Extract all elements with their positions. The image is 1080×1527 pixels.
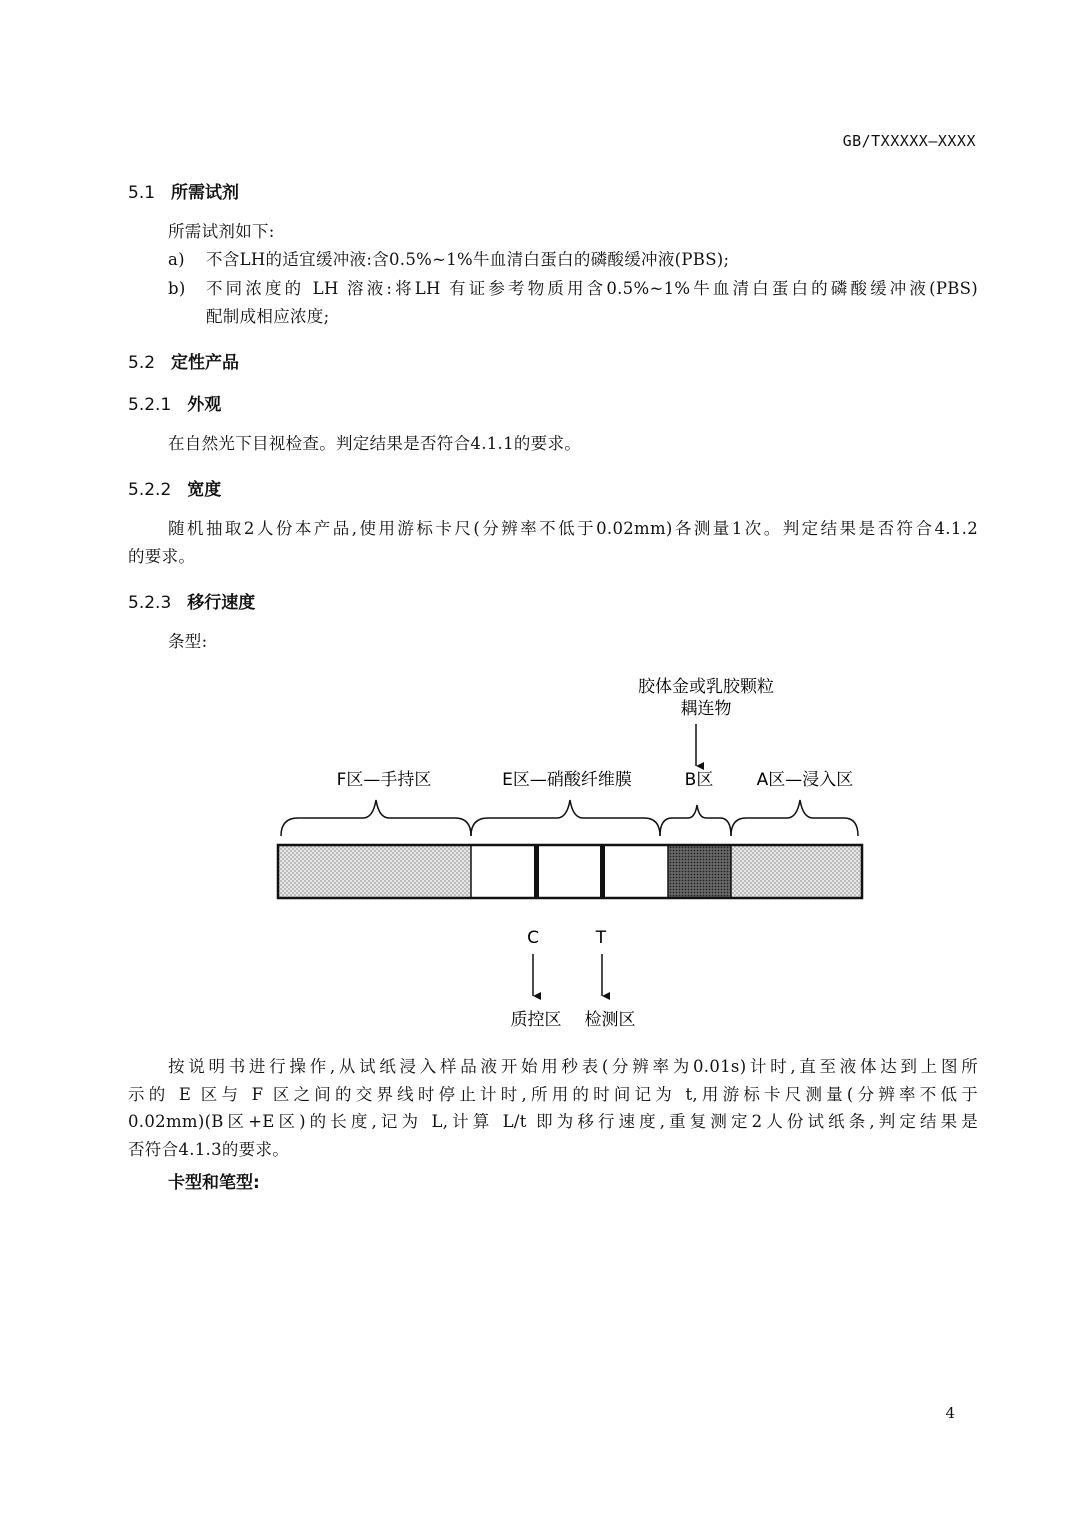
control-line-letter: C <box>527 928 539 948</box>
section-title: 宽度 <box>187 480 222 500</box>
width-text-line2: 的要求。 <box>128 547 196 566</box>
zone-f-segment <box>278 845 471 898</box>
appearance-text: 在自然光下目视检查。判定结果是否符合4.1.1的要求。 <box>168 434 582 453</box>
zone-b-segment <box>668 845 731 898</box>
zone-a-segment <box>731 845 862 898</box>
list-marker-b: b) <box>168 279 186 298</box>
test-line <box>600 845 605 898</box>
reagents-intro: 所需试剂如下: <box>168 222 275 241</box>
conjugate-label-line1: 胶体金或乳胶颗粒 <box>638 677 774 697</box>
control-zone-label: 质控区 <box>510 1010 562 1030</box>
zone-f-brace <box>281 800 471 836</box>
list-item-b-line1: 不同浓度的 LH 溶液:将LH 有证参考物质用含0.5%~1%牛血清白蛋白的磷酸缓冲液(PBS) <box>206 279 978 298</box>
list-item-a: 不含LH的适宜缓冲液:含0.5%~1%牛血清白蛋白的磷酸缓冲液(PBS); <box>206 250 730 269</box>
zone-e-label: E区—硝酸纤维膜 <box>502 770 632 790</box>
test-line-letter: T <box>595 928 607 948</box>
section-number: 5.1 <box>128 183 156 203</box>
conjugate-label-line2: 耦连物 <box>680 699 732 719</box>
card-pen-type-label: 卡型和笔型: <box>168 1173 260 1193</box>
zone-b-label: B区 <box>684 770 714 790</box>
section-number: 5.2.1 <box>128 395 172 415</box>
zone-b-brace <box>660 805 731 836</box>
section-number: 5.2.3 <box>128 593 172 613</box>
strip-type-label: 条型: <box>168 632 208 651</box>
procedure-line1: 按说明书进行操作,从试纸浸入样品液开始用秒表(分辨率为0.01s)计时,直至液体达到上图所 <box>168 1057 978 1076</box>
zone-f-label: F区—手持区 <box>336 770 432 790</box>
section-number: 5.2 <box>128 353 156 373</box>
width-text-line1: 随机抽取2人份本产品,使用游标卡尺(分辨率不低于0.02mm)各测量1次。判定结果是否符合4.1.2 <box>168 519 978 538</box>
zone-e-segment <box>471 845 668 898</box>
section-title: 所需试剂 <box>171 183 240 203</box>
section-title: 外观 <box>187 395 222 415</box>
test-zone-label: 检测区 <box>584 1010 636 1030</box>
procedure-line3: 0.02mm)(B区+E区)的长度,记为 L,计算 L/t 即为移行速度,重复测定2人份试纸条,判定结果是 <box>128 1112 978 1131</box>
section-title: 定性产品 <box>171 353 240 373</box>
procedure-line2: 示的 E 区与 F 区之间的交界线时停止计时,所用的时间记为 t,用游标卡尺测量(分辨率不低于 <box>128 1085 978 1104</box>
control-line <box>534 845 539 898</box>
document-number: GB/TXXXXX—XXXX <box>842 132 976 150</box>
page-number: 4 <box>945 1404 955 1422</box>
list-marker-a: a) <box>168 250 185 269</box>
section-title: 移行速度 <box>187 593 256 613</box>
procedure-line4: 否符合4.1.3的要求。 <box>128 1140 290 1159</box>
list-item-b-line2: 配制成相应浓度; <box>206 307 330 326</box>
zone-a-brace <box>731 800 858 836</box>
zone-e-brace <box>471 800 660 836</box>
section-number: 5.2.2 <box>128 480 172 500</box>
zone-a-label: A区—浸入区 <box>756 770 854 790</box>
